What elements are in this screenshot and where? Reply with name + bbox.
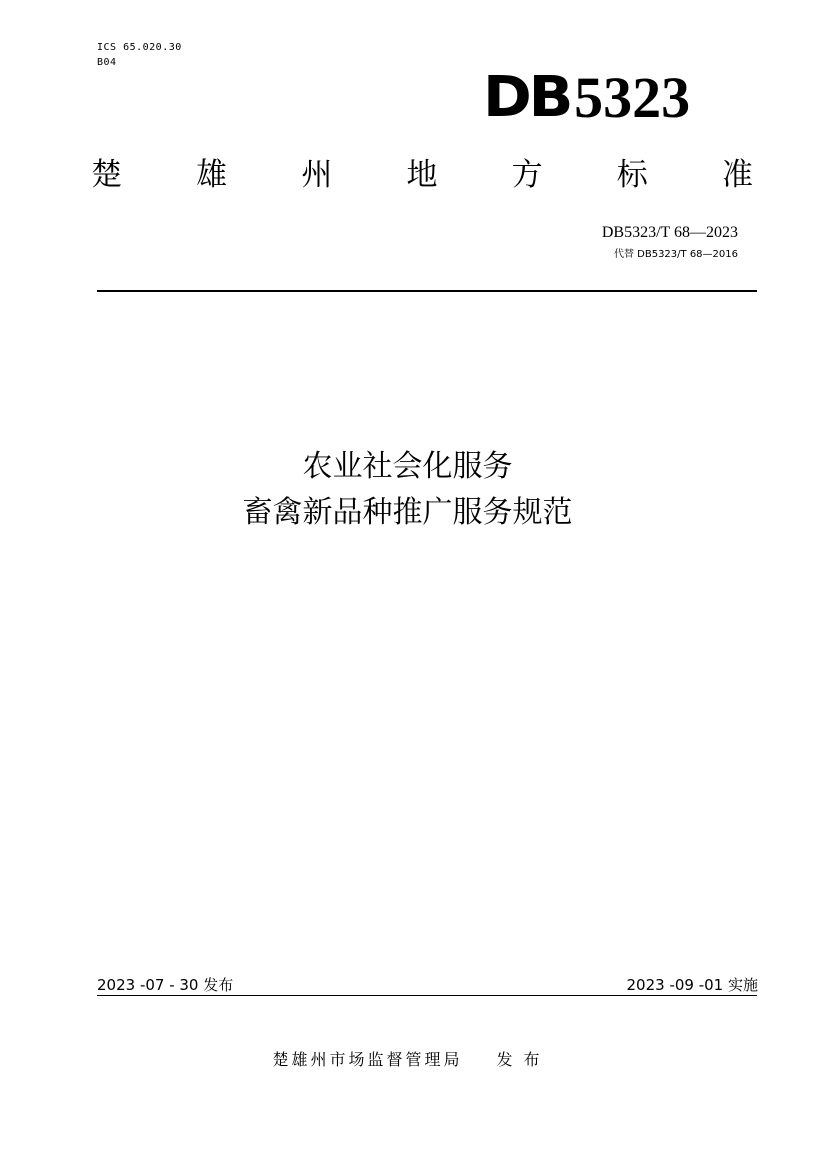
standard-type-char: 标 [616, 157, 648, 193]
title-line-1: 农业社会化服务 [302, 449, 513, 484]
ccs-code: B04 [97, 57, 117, 68]
replaces-standard: 代替 DB5323/T 68—2016 [613, 249, 738, 260]
publisher-name: 楚雄州市场监督管理局 [272, 1050, 463, 1069]
db-logo [483, 64, 691, 130]
db-logo-code: 5323 [574, 65, 691, 130]
standard-type-char: 准 [721, 157, 753, 193]
standard-type-char: 方 [511, 157, 543, 193]
standard-type-char: 雄 [196, 157, 228, 193]
ics-code: ICS 65.020.30 [97, 42, 182, 53]
standard-type-char: 州 [301, 157, 333, 193]
publish-action: 发 布 [496, 1050, 543, 1069]
footer-divider [97, 995, 757, 996]
standard-type-char: 楚 [91, 157, 122, 193]
header-divider [97, 290, 757, 292]
title-line-2: 畜禽新品种推广服务规范 [242, 495, 573, 530]
db-logo-letters: DB [483, 65, 571, 130]
standard-type-char: 地 [406, 157, 438, 193]
classification-codes [97, 40, 182, 70]
implementation-date: 2023 -09 -01 实施 [626, 976, 758, 994]
document-title [0, 444, 815, 536]
standard-number: DB5323/T 68—2023 [601, 224, 738, 241]
standard-type-heading [91, 155, 753, 195]
issue-date: 2023 -07 - 30 发布 [97, 976, 234, 994]
publisher-line [0, 1049, 815, 1071]
standard-number-block [602, 223, 738, 263]
